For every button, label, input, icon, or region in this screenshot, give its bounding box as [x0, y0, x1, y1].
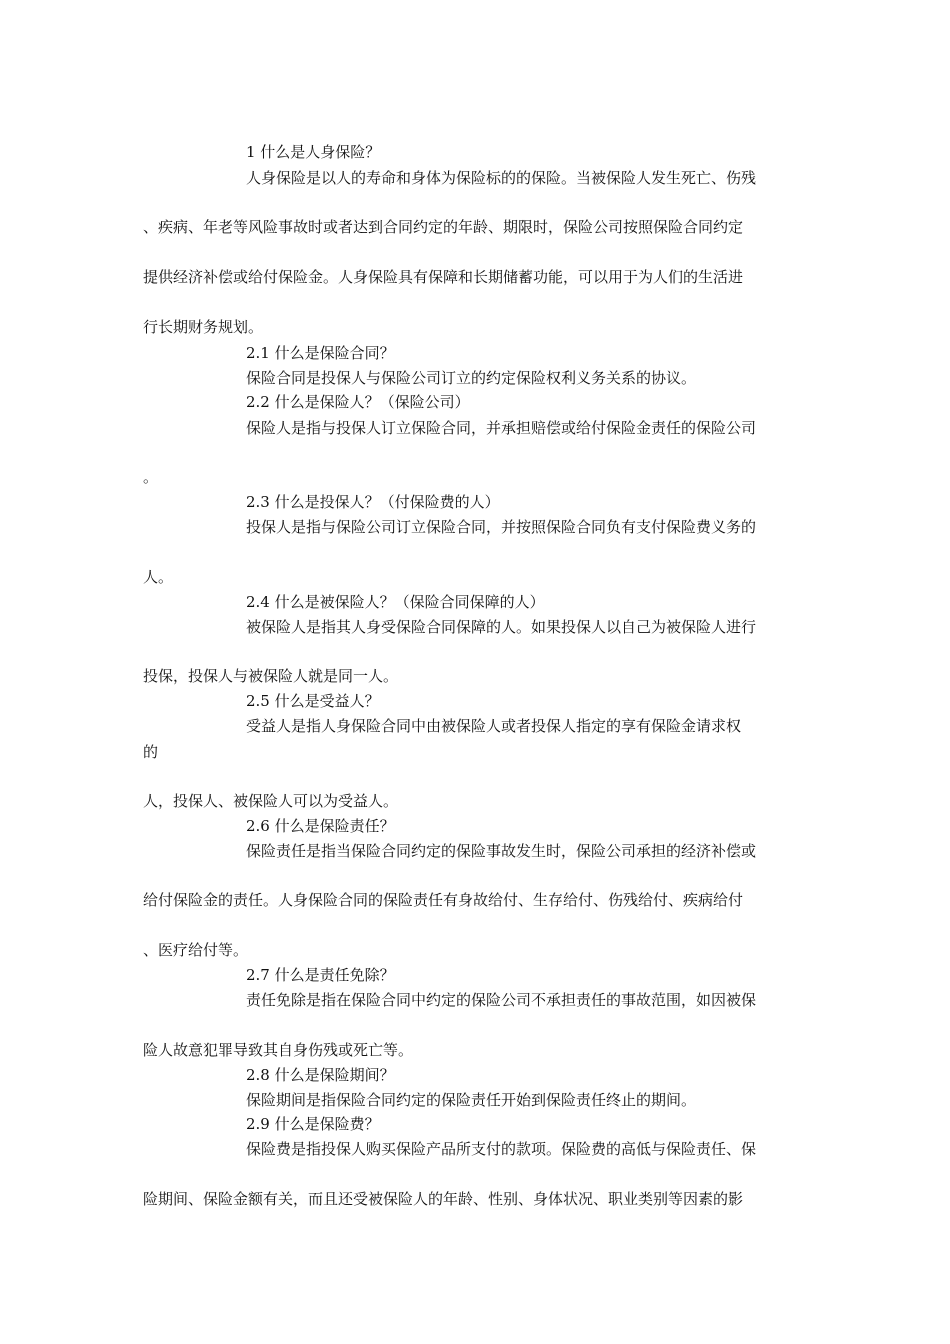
question-2-7: 2.7 什么是责任免除？ — [246, 966, 395, 984]
answer-line: 被保险人是指其人身受保险合同保障的人。如果投保人以自己为被保险人进行 — [246, 618, 757, 636]
answer-line: 受益人是指人身保险合同中由被保险人或者投保人指定的享有保险金请求权 — [246, 717, 742, 735]
answer-line: 行长期财务规划。 — [143, 318, 264, 336]
question-1: 1 什么是人身保险？ — [246, 143, 381, 161]
answer-line: 。 — [143, 468, 159, 486]
question-2-9: 2.9 什么是保险费？ — [246, 1115, 380, 1133]
question-2-6: 2.6 什么是保险责任？ — [246, 817, 395, 835]
answer-line: 的 — [143, 743, 159, 761]
answer-line: 责任免除是指在保险合同中约定的保险公司不承担责任的事故范围，如因被保 — [246, 991, 757, 1009]
question-2-4: 2.4 什么是被保险人？（保险合同保障的人） — [246, 593, 545, 611]
answer-line: 保险合同是投保人与保险公司订立的约定保险权利义务关系的协议。 — [246, 369, 697, 387]
answer-line: 保险责任是指当保险合同约定的保险事故发生时，保险公司承担的经济补偿或 — [246, 842, 757, 860]
answer-line: 人。 — [143, 568, 174, 586]
answer-line: 给付保险金的责任。人身保险合同的保险责任有身故给付、生存给付、伤残给付、疾病给付 — [143, 891, 744, 909]
answer-line: 投保人是指与保险公司订立保险合同，并按照保险合同负有支付保险费义务的 — [246, 518, 757, 536]
question-2-5: 2.5 什么是受益人？ — [246, 692, 380, 710]
question-2-3: 2.3 什么是投保人？（付保险费的人） — [246, 493, 500, 511]
answer-line: 提供经济补偿或给付保险金。人身保险具有保障和长期储蓄功能，可以用于为人们的生活进 — [143, 268, 744, 286]
answer-line: 、医疗给付等。 — [143, 941, 249, 959]
answer-line: 人身保险是以人的寿命和身体为保险标的的保险。当被保险人发生死亡、伤残 — [246, 169, 757, 187]
answer-line: 保险费是指投保人购买保险产品所支付的款项。保险费的高低与保险责任、保 — [246, 1140, 757, 1158]
answer-line: 、疾病、年老等风险事故时或者达到合同约定的年龄、期限时，保险公司按照保险合同约定 — [143, 218, 744, 236]
question-2-2: 2.2 什么是保险人？（保险公司） — [246, 393, 470, 411]
question-2-1: 2.1 什么是保险合同？ — [246, 344, 395, 362]
answer-line: 保险期间是指保险合同约定的保险责任开始到保险责任终止的期间。 — [246, 1091, 697, 1109]
answer-line: 保险人是指与投保人订立保险合同，并承担赔偿或给付保险金责任的保险公司 — [246, 419, 757, 437]
answer-line: 险期间、保险金额有关，而且还受被保险人的年龄、性别、身体状况、职业类别等因素的影 — [143, 1190, 744, 1208]
answer-line: 人，投保人、被保险人可以为受益人。 — [143, 792, 399, 810]
answer-line: 险人故意犯罪导致其自身伤残或死亡等。 — [143, 1041, 414, 1059]
question-2-8: 2.8 什么是保险期间？ — [246, 1066, 395, 1084]
answer-line: 投保，投保人与被保险人就是同一人。 — [143, 667, 399, 685]
